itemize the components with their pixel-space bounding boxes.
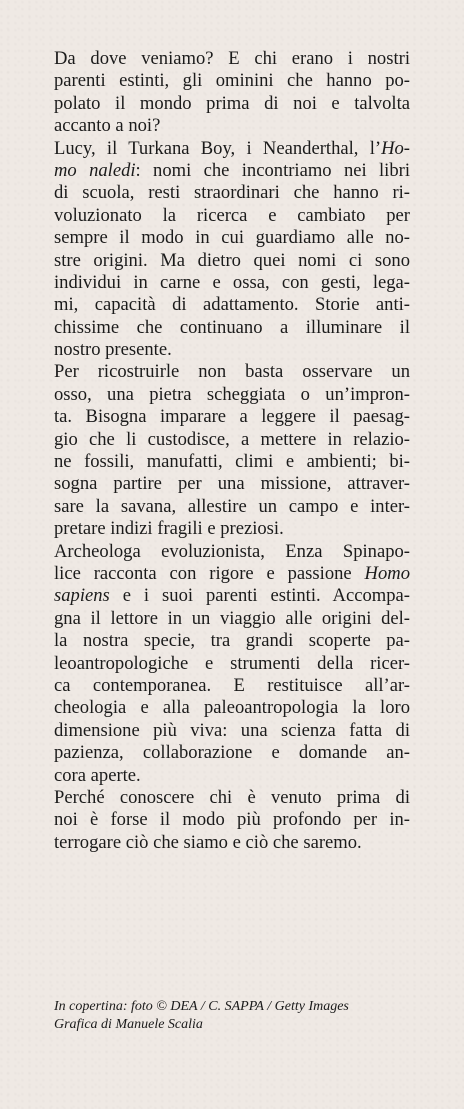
text-line: stre origini. Ma dietro quei nomi ci sono xyxy=(54,249,410,271)
text-line: ca contemporanea. E restituisce all’ar- xyxy=(54,674,410,696)
text-line: terrogare ciò che siamo e ciò che saremo. xyxy=(54,831,362,853)
text-line: Lucy, il Turkana Boy, i Neanderthal, l’Ho- xyxy=(54,137,410,159)
text-line: cora aperte. xyxy=(54,764,141,786)
text-line: ne fossili, manufatti, climi e ambienti; bi- xyxy=(54,451,410,473)
credits-block xyxy=(54,998,414,1034)
text-line: mi, capacità di adattamento. Storie anti- xyxy=(54,294,410,316)
text-line: gio che li custodisce, a mettere in relazio- xyxy=(54,428,410,450)
text-line: gna il lettore in un viaggio alle origini del- xyxy=(54,607,410,629)
text-line: sapiens e i suoi parenti estinti. Accompa- xyxy=(54,585,410,607)
text-line: chissime che continuano a illuminare il xyxy=(54,316,410,338)
italic-term: sapiens xyxy=(54,585,110,607)
italic-term: Ho- xyxy=(381,137,410,159)
text-line: la nostra specie, tra grandi scoperte pa- xyxy=(54,630,410,652)
text-line: pretare indizi fragili e preziosi. xyxy=(54,518,284,540)
italic-term: mo naledi xyxy=(54,159,136,181)
text-line: osso, una pietra scheggiata o un’impron- xyxy=(54,383,410,405)
text-line: leoantropologiche e strumenti della ricer- xyxy=(54,652,410,674)
text-line: Perché conoscere chi è venuto prima di xyxy=(54,786,410,808)
text-line: sogna partire per una missione, attraver- xyxy=(54,473,410,495)
text-line: nostro presente. xyxy=(54,339,172,361)
text-line: mo naledi: nomi che incontriamo nei libri xyxy=(54,159,410,181)
text-line: pazienza, collaborazione e domande an- xyxy=(54,742,410,764)
text-line: noi è forse il modo più profondo per in- xyxy=(54,809,410,831)
text-line: lice racconta con rigore e passione Homo xyxy=(54,562,410,584)
cover-photo-credit: In copertina: foto © DEA / C. SAPPA / Getty Images xyxy=(54,999,349,1014)
text-line: individui in carne e ossa, con gesti, lega- xyxy=(54,271,410,293)
text-line: sare la savana, allestire un campo e inter- xyxy=(54,495,410,517)
text-line: dimensione più viva: una scienza fatta di xyxy=(54,719,410,741)
italic-term: Homo xyxy=(364,562,410,584)
text-line: polato il mondo prima di noi e talvolta xyxy=(54,92,410,114)
text-line: voluzionato la ricerca e cambiato per xyxy=(54,204,410,226)
text-line: ta. Bisogna imparare a leggere il paesag- xyxy=(54,406,410,428)
blurb-text xyxy=(54,48,410,854)
text-line: Archeologa evoluzionista, Enza Spinapo- xyxy=(54,540,410,562)
graphic-design-credit: Grafica di Manuele Scalia xyxy=(54,1017,203,1032)
text-line: Per ricostruirle non basta osservare un xyxy=(54,361,410,383)
text-line: di scuola, resti straordinari che hanno ri- xyxy=(54,182,410,204)
text-line: Da dove veniamo? E chi erano i nostri xyxy=(54,48,410,69)
text-line: cheologia e alla paleoantropologia la loro xyxy=(54,697,410,719)
text-line: sempre il modo in cui guardiamo alle no- xyxy=(54,227,410,249)
text-line: parenti estinti, gli ominini che hanno po- xyxy=(54,70,410,92)
text-line: accanto a noi? xyxy=(54,115,161,137)
